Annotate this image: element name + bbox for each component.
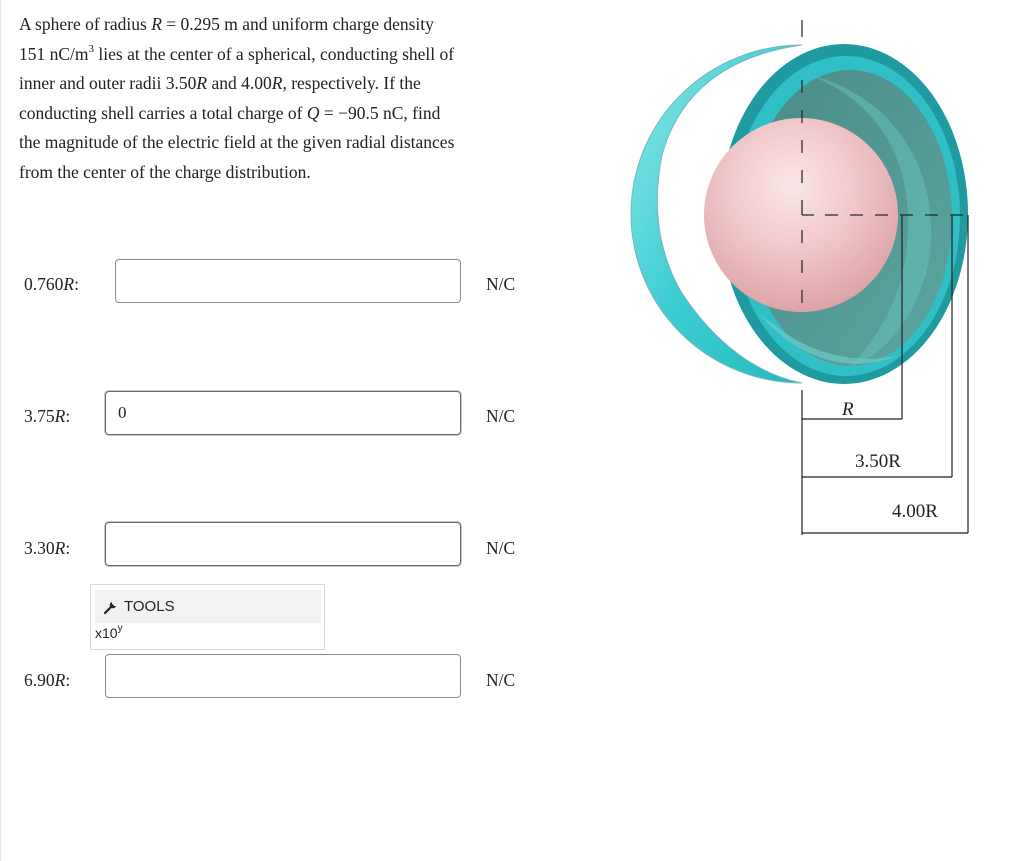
- problem-line-1: A sphere of radius R = 0.295 m and uniform charge density: [19, 14, 434, 34]
- row-label-0760r: 0.760R:: [24, 274, 79, 294]
- scientific-notation-button[interactable]: x10$^y$: [95, 623, 123, 641]
- row-label-330r: 3.30R:: [24, 538, 71, 558]
- problem-line-5: the magnitude of the electric field at the given radial distances: [19, 132, 455, 152]
- problem-line-3: inner and outer radii 3.50R and 4.00R, respectively. If the: [19, 73, 421, 93]
- problem-statement: [19, 10, 539, 187]
- tools-button[interactable]: [95, 590, 321, 623]
- problem-line-6: from the center of the charge distribution.: [19, 161, 311, 182]
- unit-label-375r: N/C: [486, 406, 516, 426]
- charged-sphere: [704, 118, 898, 312]
- answer-input-330r[interactable]: [105, 522, 461, 566]
- tools-label: TOOLS: [124, 598, 175, 615]
- answer-input-375r[interactable]: [105, 391, 461, 435]
- label-350r: 3.50R: [855, 451, 901, 472]
- unit-label-690r: N/C: [486, 670, 516, 690]
- problem-line-4: conducting shell carries a total charge of Q = −90.5 nC, find: [19, 102, 441, 123]
- tools-panel: [90, 584, 325, 650]
- answer-input-690r[interactable]: [105, 654, 461, 698]
- row-label-375r: 3.75R:: [24, 406, 71, 426]
- unit-label-330r: N/C: [486, 538, 516, 558]
- unit-label-0760r: N/C: [486, 274, 516, 294]
- label-400r: 4.00R: [892, 501, 938, 522]
- wrench-icon: [103, 599, 119, 615]
- answer-input-0760r[interactable]: [115, 259, 461, 303]
- row-label-690r: 6.90R:: [24, 670, 71, 690]
- label-r: R: [842, 399, 854, 420]
- page-left-border: [0, 0, 1, 861]
- problem-line-2: 151 $nC/m^3$ lies at the center of a spherical, conducting shell of: [19, 42, 455, 64]
- sphere-shell-diagram: [610, 15, 1000, 555]
